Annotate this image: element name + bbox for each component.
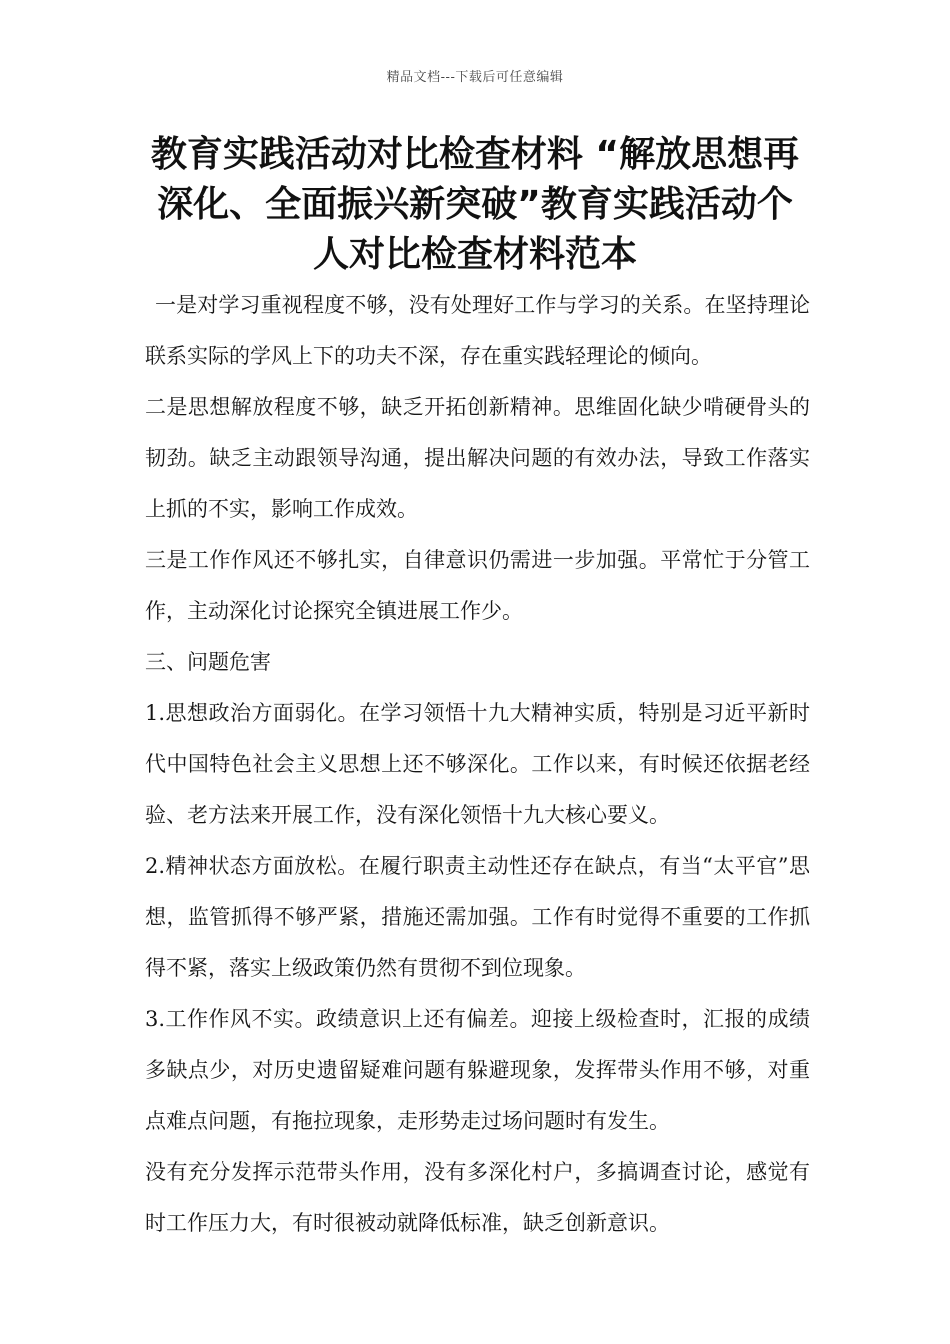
- document-body: [145, 280, 810, 1249]
- paragraph: 2.精神状态方面放松。在履行职责主动性还存在缺点，有当“太平官”思想，监管抓得不够严紧，措施还需加强。工作有时觉得不重要的工作抓得不紧，落实上级政策仍然有贯彻不到位现象。: [145, 854, 810, 980]
- paragraph: 1.思想政治方面弱化。在学习领悟十九大精神实质，特别是习近平新时代中国特色社会主义思想上还不够深化。工作以来，有时候还依据老经验、老方法来开展工作，没有深化领悟十九大核心要义。: [145, 701, 810, 827]
- paragraph: 一是对学习重视程度不够，没有处理好工作与学习的关系。在坚持理论联系实际的学风上下的功夫不深，存在重实践轻理论的倾向。: [145, 293, 810, 368]
- paragraph: 三是工作作风还不够扎实，自律意识仍需进一步加强。平常忙于分管工作，主动深化讨论探究全镇进展工作少。: [145, 548, 810, 623]
- document-title: 教育实践活动对比检查材料 “解放思想再深化、全面振兴新突破”教育实践活动个人对比检查材料范本: [150, 134, 800, 275]
- page-header: 精品文档---下载后可任意编辑: [386, 70, 564, 85]
- paragraph: 3.工作作风不实。政绩意识上还有偏差。迎接上级检查时，汇报的成绩多缺点少，对历史遗留疑难问题有躲避现象，发挥带头作用不够，对重点难点问题，有拖拉现象，走形势走过场问题时有发生。: [145, 1007, 810, 1133]
- paragraph: 没有充分发挥示范带头作用，没有多深化村户，多搞调查讨论，感觉有时工作压力大，有时很被动就降低标准，缺乏创新意识。: [145, 1160, 810, 1235]
- section-heading: 三、问题危害: [145, 650, 271, 674]
- paragraph: 二是思想解放程度不够，缺乏开拓创新精神。思维固化缺少啃硬骨头的韧劲。缺乏主动跟领导沟通，提出解决问题的有效办法，导致工作落实上抓的不实，影响工作成效。: [145, 395, 810, 521]
